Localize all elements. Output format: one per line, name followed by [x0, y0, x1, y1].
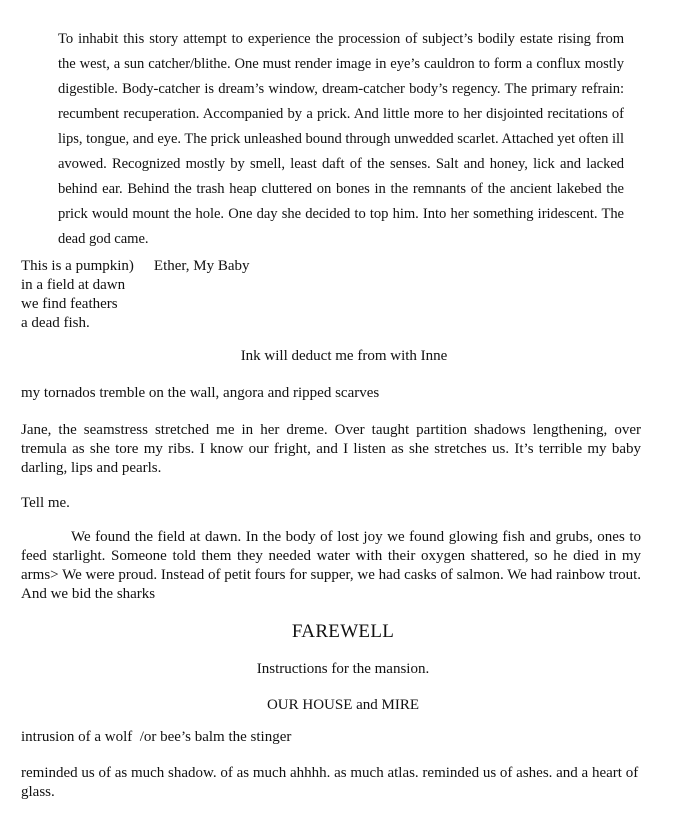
poem-line-1: [21, 257, 250, 276]
instructions-line: Instructions for the mansion.: [256, 661, 430, 677]
jane-paragraph: Jane, the seamstress stretched me in her dreme. Over taught partition shadows lengthening, over tremula as she tore my ribs. I know our fright, and I listen as she stretches us. It’s terrible my baby darling, lips and pearls.: [21, 422, 641, 476]
poem-line-2: in a field at dawn: [21, 277, 126, 293]
ink-line: Ink will deduct me from with Inne: [240, 348, 448, 364]
poem-line-1-right: Ether, My Baby: [153, 258, 250, 274]
farewell-heading: FAREWELL: [291, 621, 395, 642]
poem-stanza: [21, 257, 250, 333]
our-house-heading: OUR HOUSE and MIRE: [266, 697, 420, 713]
reminded-paragraph: reminded us of as much shadow. of as much ahhhh. as much atlas. reminded us of ashes. and a heart of glass.: [21, 765, 639, 800]
tornados-line: my tornados tremble on the wall, angora and ripped scarves: [21, 385, 380, 401]
field-paragraph: We found the field at dawn. In the body of lost joy we found glowing fish and grubs, ones to feed starlight. Someone told them they needed water with their oxygen shattered, so he died in my arms> We were proud. Instead of petit fours for supper, we had casks of salmon. We had rainbow trout. And we bid the sharks: [21, 529, 641, 602]
opening-paragraph: To inhabit this story attempt to experience the procession of subject’s bodily estate rising from the west, a sun catcher/blithe. One must render image in eye’s cauldron to form a conflux mostly digestible. Body-catcher is dream’s window, dream-catcher body’s regency. The primary refrain: recumbent recuperation. Accompanied by a prick. And little more to her disjointed recitations of lips, tongue, and eye. The prick unleashed bound through unwedded scarlet. Attached yet often ill avowed. Recognized mostly by smell, least daft of the senses. Salt and honey, lick and lacked behind ear. Behind the trash heap cluttered on bones in the remnants of the ancient lakebed the prick would mount the hole. One day she decided to top him. Into her something iridescent. The dead god came.: [58, 30, 624, 248]
tell-me-line: Tell me.: [21, 495, 70, 511]
intrusion-line: intrusion of a wolf /or bee’s balm the stinger: [21, 729, 292, 745]
poem-line-4: a dead fish.: [21, 315, 90, 331]
poem-line-1-left: This is a pumpkin): [21, 258, 134, 274]
poem-line-3: we find feathers: [21, 296, 118, 312]
